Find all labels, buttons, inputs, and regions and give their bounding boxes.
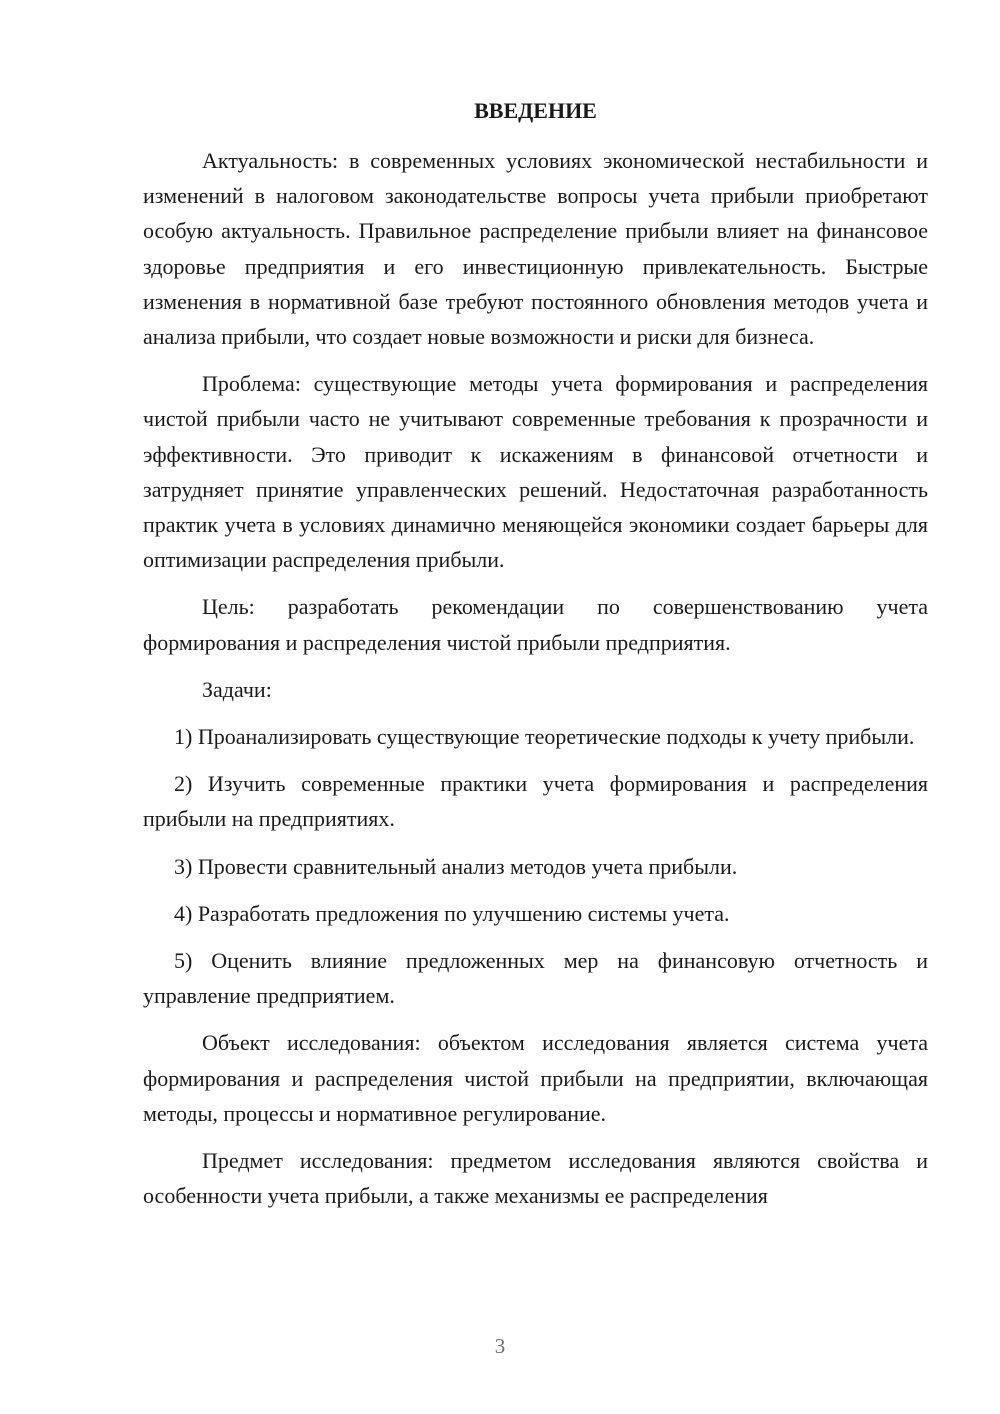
paragraph-problem: Проблема: существующие методы учета формирования и распределения чистой прибыли часто не учитывают современные требования к прозрачности и эффективности. Это приводит к искажениям в финансовой отчетности и затрудняет принятие управленческих решений. Недостаточная разработанность практик учета в условиях динамично меняющейся экономики создает барьеры для оптимизации распределения прибыли.	[143, 371, 928, 573]
section-title: ВВЕДЕНИЕ	[474, 98, 597, 123]
task-item-2: 2) Изучить современные практики учета формирования и распределения прибыли на предприятиях.	[143, 771, 928, 832]
paragraph-relevance: Актуальность: в современных условиях экономической нестабильности и изменений в налоговом законодательстве вопросы учета прибыли приобретают особую актуальность. Правильное распределение прибыли влияет на финансовое здоровье предприятия и его инвестиционную привлекательность. Быстрые изменения в нормативной базе требуют постоянного обновления методов учета и анализа прибыли, что создает новые возможности и риски для бизнеса.	[143, 148, 928, 350]
task-item-3: 3) Провести сравнительный анализ методов учета прибыли.	[174, 853, 738, 879]
paragraph-object: Объект исследования: объектом исследования является система учета формирования и распределения чистой прибыли на предприятии, включающая методы, процессы и нормативное регулирование.	[143, 1030, 928, 1126]
document-body	[143, 143, 928, 1225]
paragraph-subject: Предмет исследования: предметом исследования являются свойства и особенности учета прибыли, а также механизмы ее распределения	[143, 1148, 928, 1209]
task-item-4: 4) Разработать предложения по улучшению системы учета.	[174, 900, 730, 926]
paragraph-goal: Цель: разработать рекомендации по совершенствованию учета формирования и распределения чистой прибыли предприятия.	[143, 594, 928, 655]
task-item-5: 5) Оценить влияние предложенных мер на финансовую отчетность и управление предприятием.	[143, 948, 928, 1009]
paragraph-tasks-heading: Задачи:	[202, 676, 272, 702]
task-item-1: 1) Проанализировать существующие теоретические подходы к учету прибыли.	[174, 724, 915, 750]
page-number: 3	[494, 1334, 506, 1358]
